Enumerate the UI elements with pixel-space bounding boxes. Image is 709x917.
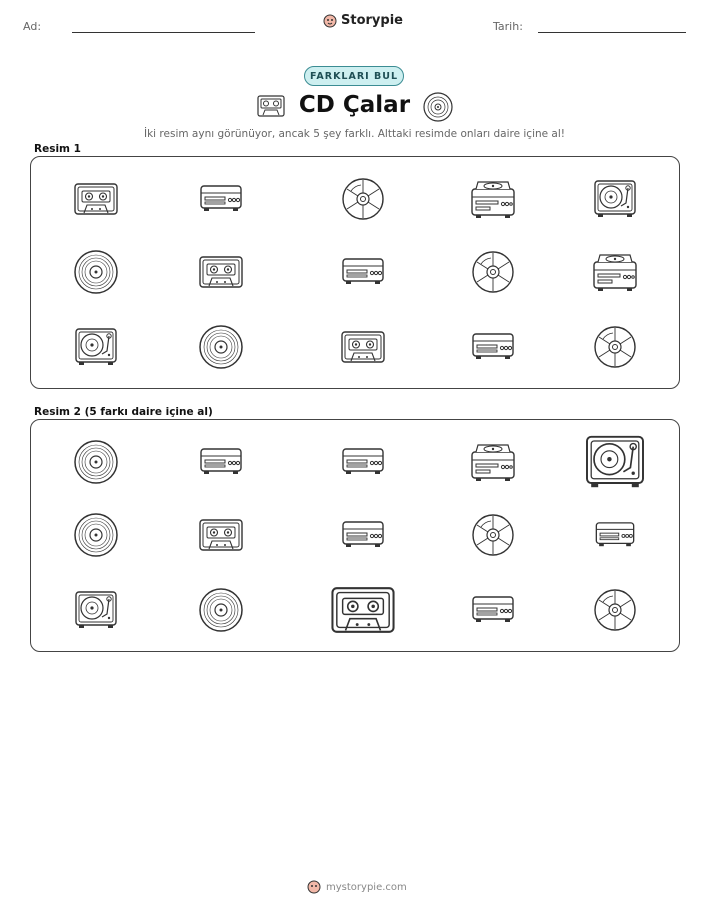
cd-player-icon[interactable] <box>594 521 636 553</box>
cd-disc-icon <box>471 250 515 298</box>
vinyl-record-icon <box>198 324 244 374</box>
turntable-icon[interactable] <box>74 590 118 634</box>
vinyl-record-icon[interactable] <box>73 512 119 562</box>
cd-disc-icon <box>593 325 637 373</box>
cassette-icon[interactable] <box>199 519 243 555</box>
vinyl-record-icon[interactable] <box>198 587 244 637</box>
cd-player-open-icon[interactable] <box>470 442 516 486</box>
turntable-icon[interactable] <box>584 434 646 494</box>
cassette-icon <box>257 95 285 121</box>
cd-player-icon[interactable] <box>341 520 385 554</box>
picture-2-label: Resim 2 (5 farkı daire içine al) <box>34 406 213 418</box>
activity-badge: FARKLARI BUL <box>304 66 404 86</box>
vinyl-record-icon <box>73 249 119 299</box>
footer-url: mystorypie.com <box>326 881 407 893</box>
storypie-mascot-icon <box>323 14 337 28</box>
vinyl-record-icon[interactable] <box>73 439 119 489</box>
turntable-icon <box>74 327 118 371</box>
cassette-icon <box>199 256 243 292</box>
cd-player-icon <box>199 184 243 218</box>
cd-player-icon <box>341 257 385 291</box>
cd-player-icon[interactable] <box>199 447 243 481</box>
cd-player-icon <box>471 332 515 366</box>
cd-player-open-icon <box>470 179 516 223</box>
cd-player-icon[interactable] <box>341 447 385 481</box>
date-label: Tarih: <box>493 20 523 33</box>
picture-2-panel[interactable] <box>30 419 680 652</box>
storypie-mascot-icon <box>307 880 321 894</box>
picture-1-label: Resim 1 <box>34 143 81 155</box>
brand-name: Storypie <box>341 13 403 28</box>
picture-1-panel <box>30 156 680 389</box>
title-row <box>0 92 709 118</box>
cd-player-icon[interactable] <box>471 595 515 629</box>
cd-disc-icon <box>341 177 385 225</box>
vinyl-record-icon <box>423 92 453 126</box>
name-line[interactable] <box>72 32 255 33</box>
instructions: İki resim aynı görünüyor, ancak 5 şey farklı. Alttaki resimde onları daire içine al! <box>144 128 565 140</box>
turntable-icon <box>593 179 637 223</box>
cassette-icon <box>341 331 385 367</box>
cd-disc-icon[interactable] <box>593 588 637 636</box>
name-label: Ad: <box>23 20 42 33</box>
page-title: CD Çalar <box>298 92 411 118</box>
footer <box>307 880 407 894</box>
cassette-icon[interactable] <box>331 586 395 638</box>
cassette-icon <box>74 183 118 219</box>
date-line[interactable] <box>538 32 686 33</box>
cd-disc-icon[interactable] <box>471 513 515 561</box>
cd-player-open-icon <box>592 252 638 296</box>
brand-logo <box>323 13 403 28</box>
